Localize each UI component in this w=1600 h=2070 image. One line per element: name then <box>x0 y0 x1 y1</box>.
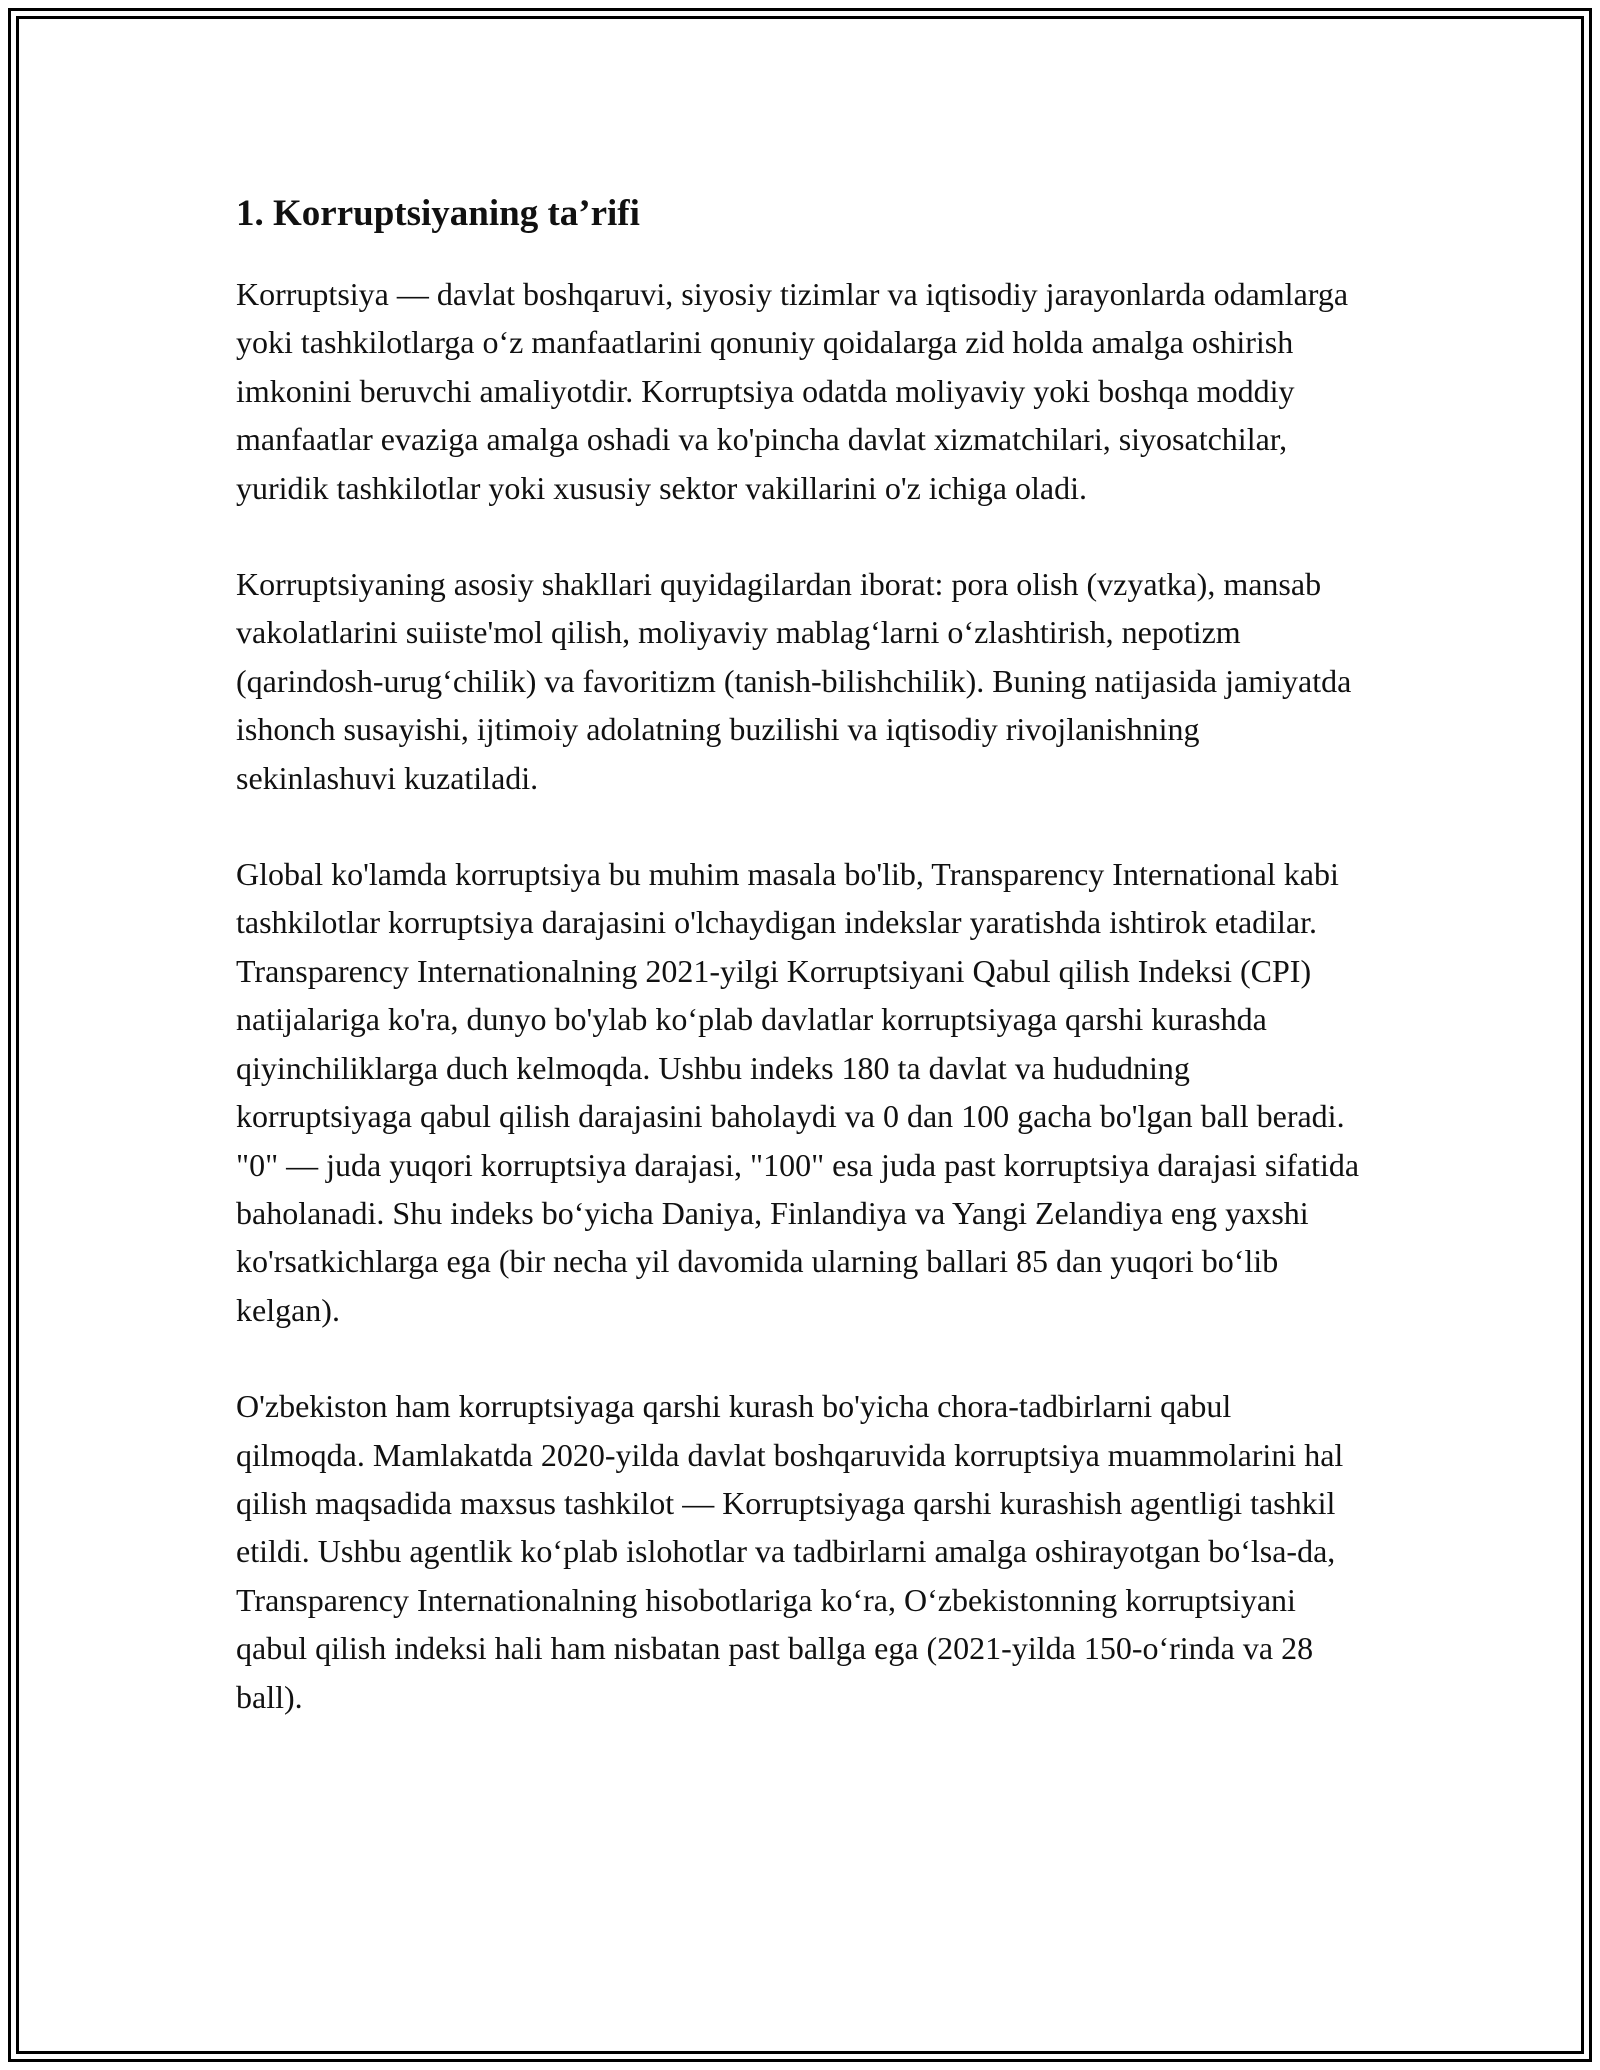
document-body <box>236 186 1366 1721</box>
paragraph-forms: Korruptsiyaning asosiy shakllari quyidagilardan iborat: pora olish (vzyatka), mansab vakolatlarini suiiste'mol qilish, moliyaviy mablag‘larni o‘zlashtirish, nepotizm (qarindosh-urug‘chilik) va favoritizm (tanish-bilishchilik). Buning natijasida jamiyatda ishonch susayishi, ijtimoiy adolatning buzilishi va iqtisodiy rivojlanishning sekinlashuvi kuzatiladi. <box>236 566 1352 796</box>
paragraph-global: Global ko'lamda korruptsiya bu muhim masala bo'lib, Transparency International kabi tashkilotlar korruptsiya darajasini o'lchaydigan indekslar yaratishda ishtirok etadilar. Transparency Internationalning 2021-yilgi Korruptsiyani Qabul qilish Indeksi (CPI) natijalariga ko'ra, dunyo bo'ylab ko‘plab davlatlar korruptsiyaga qarshi kurashda qiyinchiliklarga duch kelmoqda. Ushbu indeks 180 ta davlat va hududning korruptsiyaga qabul qilish darajasini baholaydi va 0 dan 100 gacha bo'lgan ball beradi. "0" — juda yuqori korruptsiya darajasi, "100" esa juda past korruptsiya darajasi sifatida baholanadi. Shu indeks bo‘yicha Daniya, Finlandiya va Yangi Zelandiya eng yaxshi ko'rsatkichlarga ega (bir necha yil davomida ularning ballari 85 dan yuqori bo‘lib kelgan). <box>236 856 1360 1328</box>
section-heading: 1. Korruptsiyaning ta’rifi <box>236 193 640 234</box>
paragraph-definition: Korruptsiya — davlat boshqaruvi, siyosiy tizimlar va iqtisodiy jarayonlarda odamlarga yoki tashkilotlarga o‘z manfaatlarini qonuniy qoidalarga zid holda amalga oshirish imkonini beruvchi amaliyotdir. Korruptsiya odatda moliyaviy yoki boshqa moddiy manfaatlar evaziga amalga oshadi va ko'pincha davlat xizmatchilari, siyosatchilar, yuridik tashkilotlar yoki xususiy sektor vakillarini o'z ichiga oladi. <box>236 276 1349 506</box>
paragraph-uzbekistan: O'zbekiston ham korruptsiyaga qarshi kurash bo'yicha chora-tadbirlarni qabul qilmoqda. Mamlakatda 2020-yilda davlat boshqaruvida korruptsiya muammolarini hal qilish maqsadida maxsus tashkilot — Korruptsiyaga qarshi kurashish agentligi tashkil etildi. Ushbu agentlik ko‘plab islohotlar va tadbirlarni amalga oshirayotgan bo‘lsa-da, Transparency Internationalning hisobotlariga ko‘ra, O‘zbekistonning korruptsiyani qabul qilish indeksi hali ham nisbatan past ballga ega (2021-yilda 150-o‘rinda va 28 ball). <box>236 1388 1344 1715</box>
